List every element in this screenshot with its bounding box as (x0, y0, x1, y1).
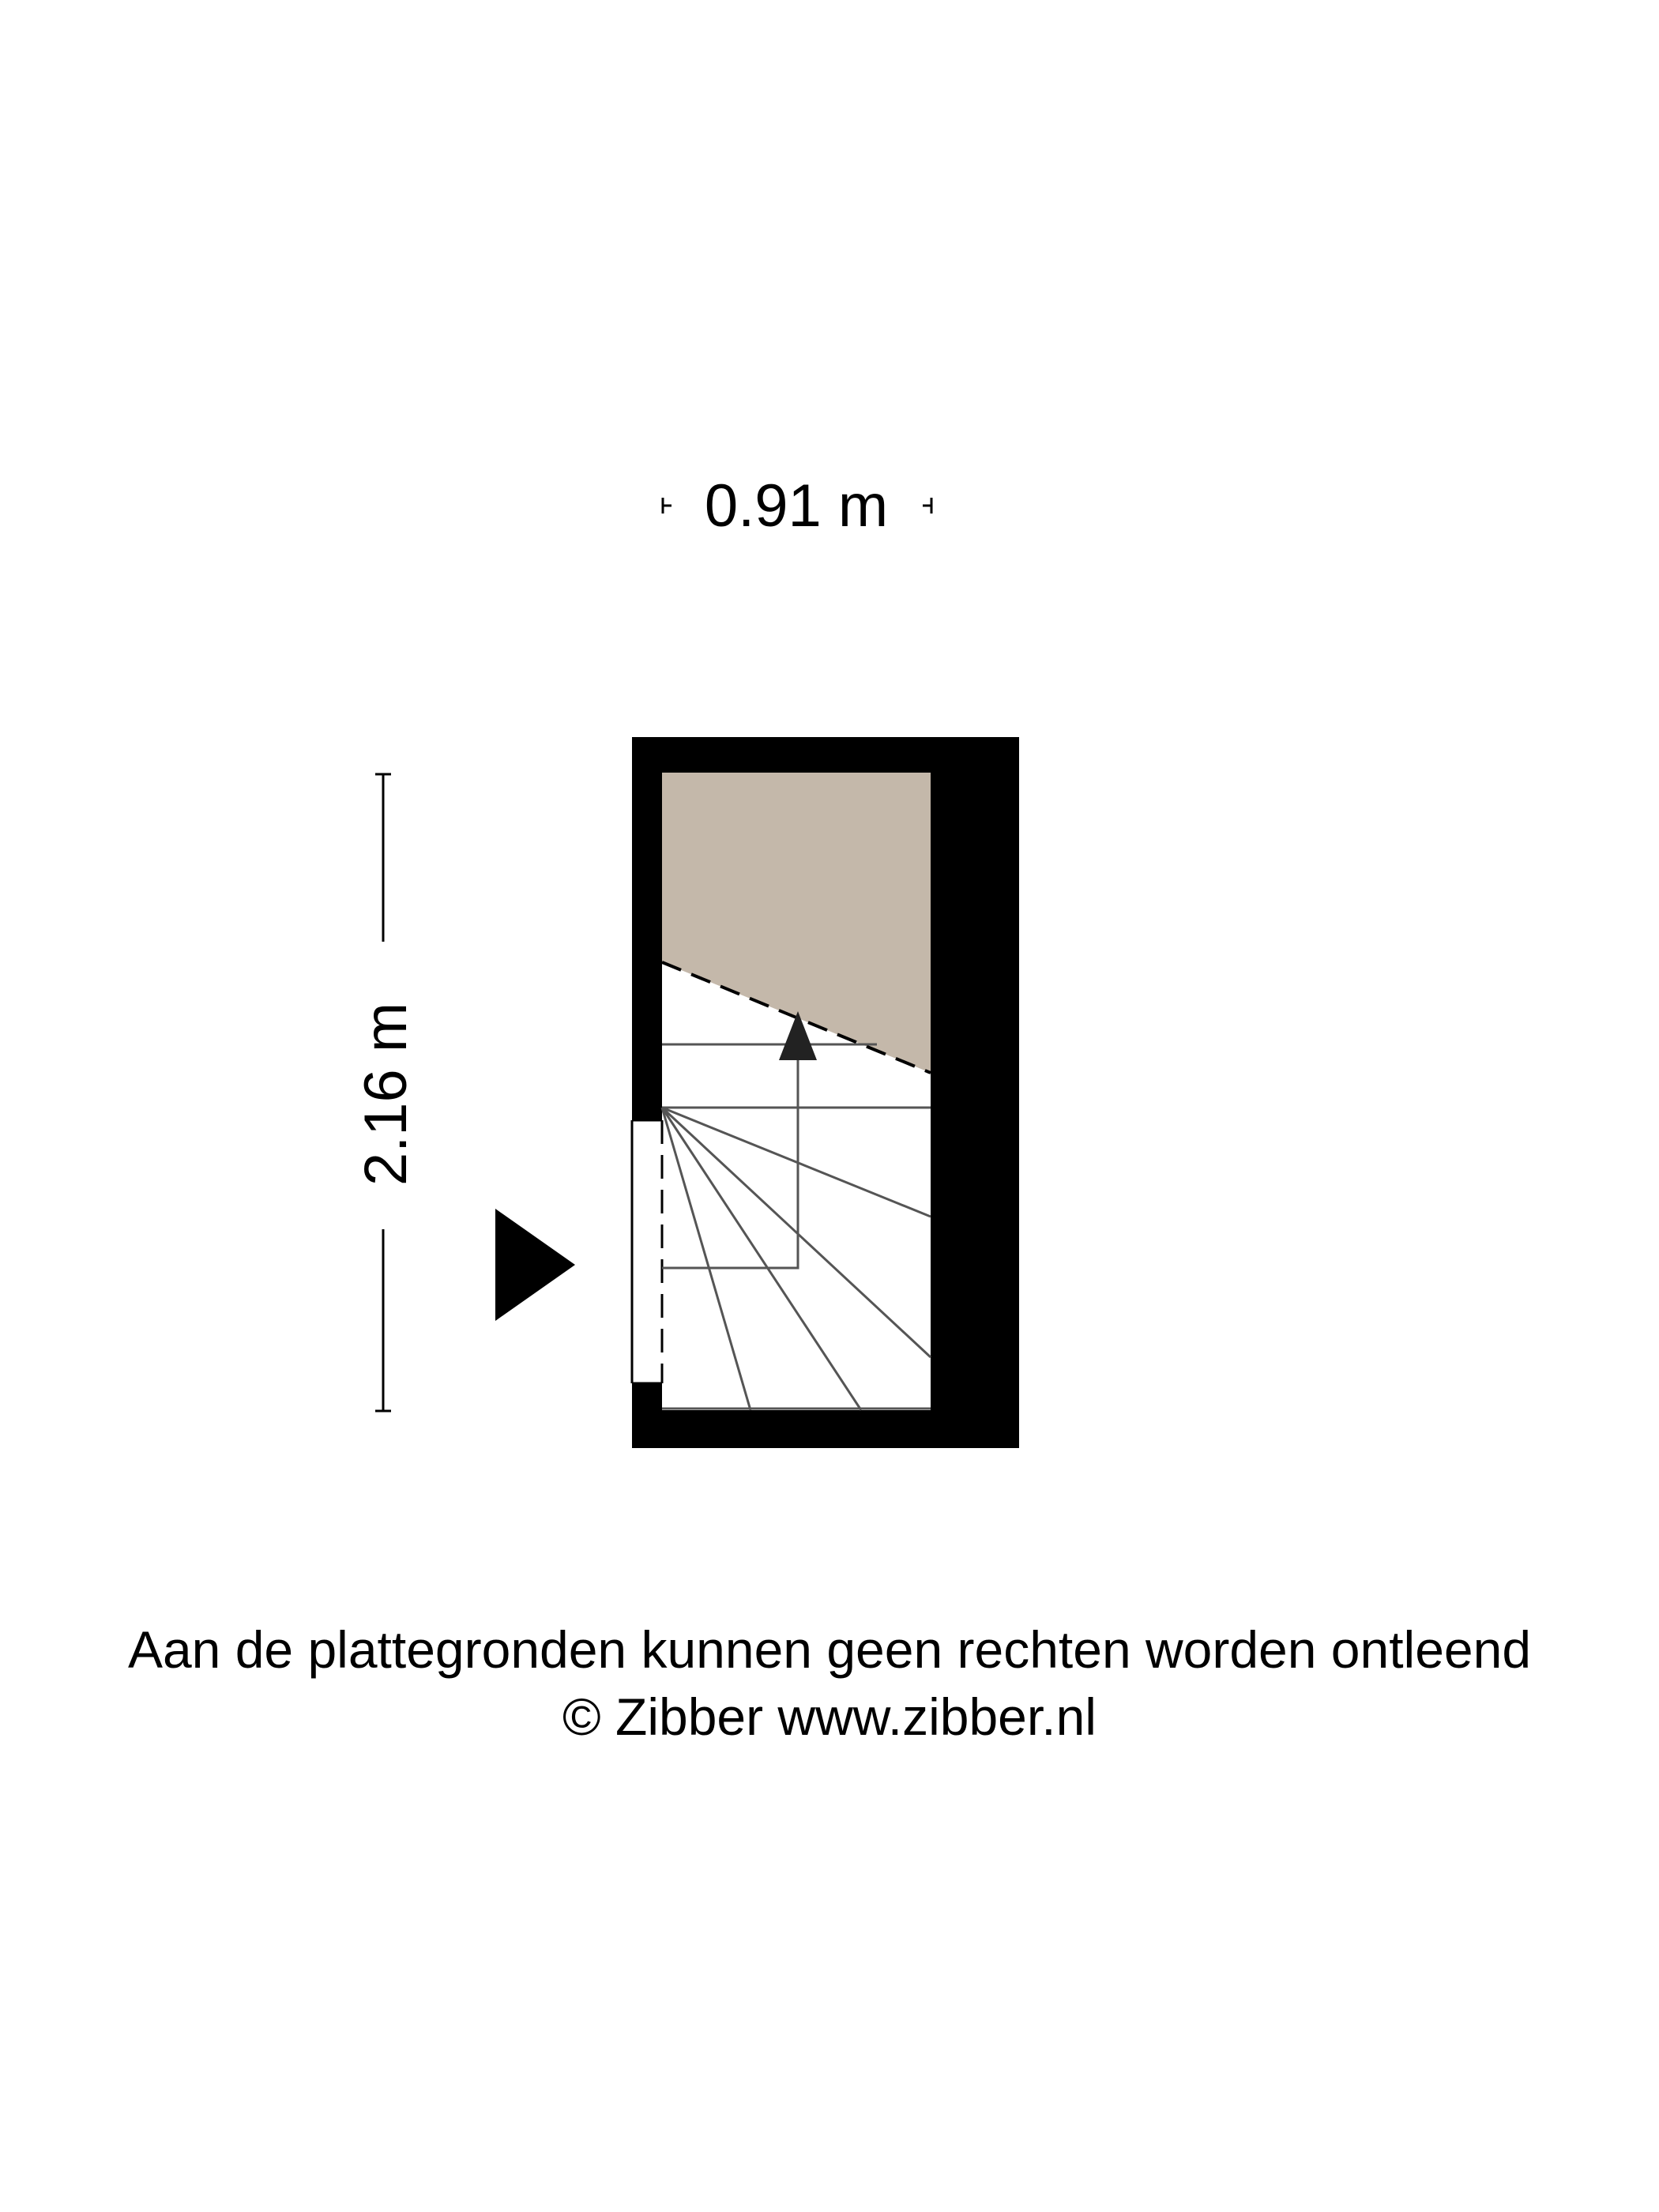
triangle-right-icon (495, 1209, 575, 1321)
disclaimer-text: Aan de plattegronden kunnen geen rechten worden ontleend (127, 1620, 1532, 1679)
depth-dimension (352, 774, 419, 1411)
width-label: 0.91 m (704, 472, 889, 540)
wall-opening (632, 1120, 662, 1383)
depth-label: 2.16 m (352, 1002, 419, 1187)
width-dimension (663, 472, 931, 540)
copyright-text: © Zibber www.zibber.nl (562, 1687, 1097, 1746)
